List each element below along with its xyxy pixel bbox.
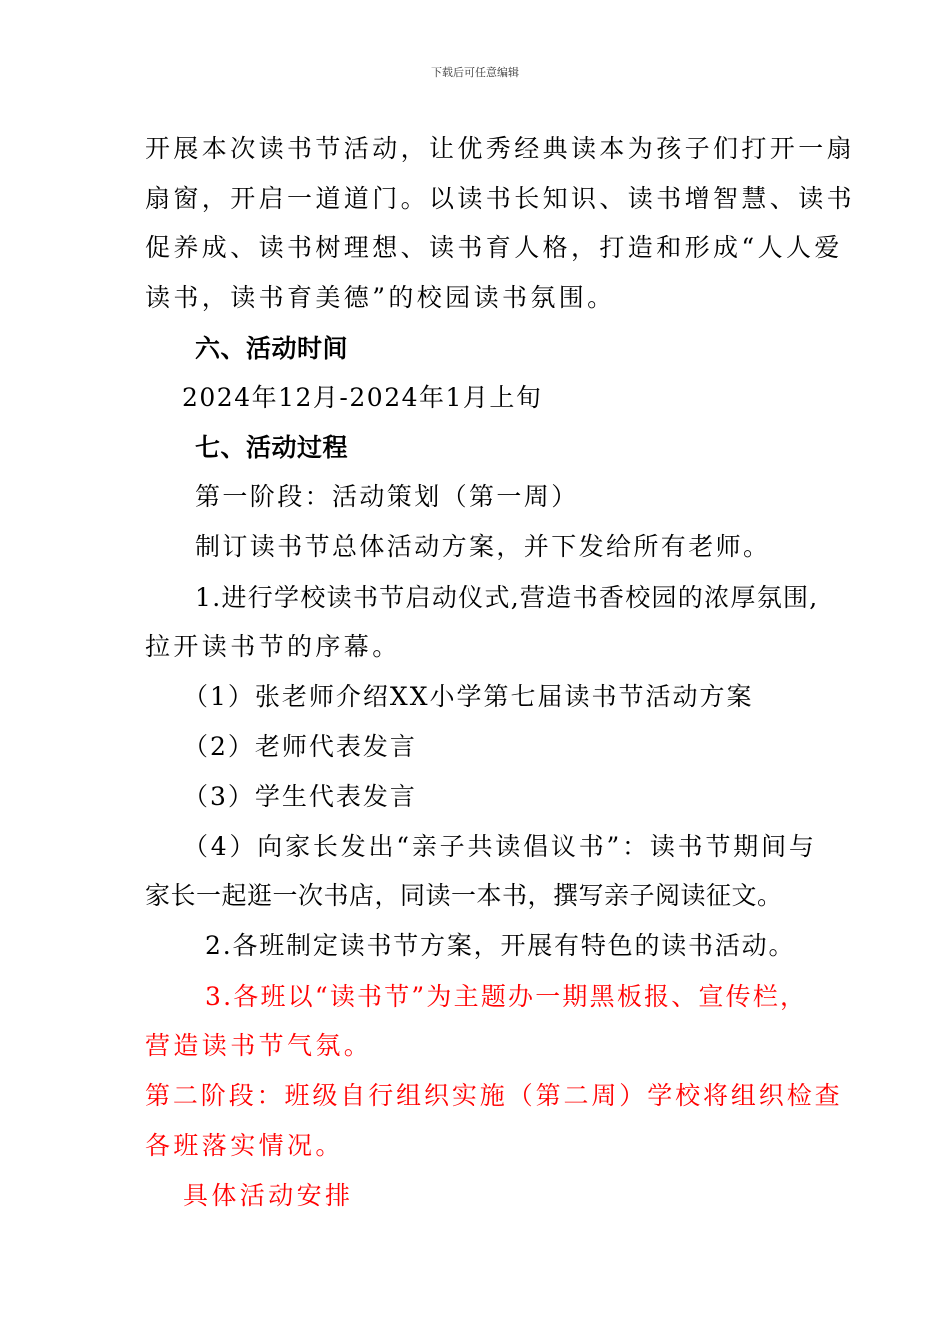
sub-item-1: （1）张老师介绍XX小学第七届读书节活动方案 [183, 682, 754, 711]
item-3-line-1: 3.各班以“读书节”为主题办一期黑板报、宣传栏， [205, 982, 808, 1011]
sub-item-3: （3）学生代表发言 [183, 782, 417, 811]
item-3-line-2: 营造读书节气氛。 [145, 1031, 373, 1060]
intro-line-1: 开展本次读书节活动，让优秀经典读本为孩子们打开一扇 [145, 134, 856, 163]
item-1-line-1: 1.进行学校读书节启动仪式,营造书香校园的浓厚氛围, [195, 583, 819, 612]
section-6-title: 六、活动时间 [195, 334, 349, 363]
section-7-title: 七、活动过程 [195, 433, 349, 462]
intro-line-3: 促养成、读书树理想、读书育人格，打造和形成“人人爱 [145, 233, 843, 262]
sub-item-4-line-2: 家长一起逛一次书店，同读一本书，撰写亲子阅读征文。 [145, 881, 783, 910]
sub-item-2: （2）老师代表发言 [183, 732, 417, 761]
stage-1-description: 制订读书节总体活动方案，并下发给所有老师。 [195, 532, 771, 561]
stage-2-line-2: 各班落实情况。 [145, 1131, 344, 1160]
activity-time: 2024年12月-2024年1月上旬 [182, 383, 543, 412]
intro-line-4: 读书，读书育美德”的校园读书氛围。 [145, 283, 616, 312]
sub-item-4-line-1: （4）向家长发出“亲子共读倡议书”：读书节期间与 [183, 832, 817, 861]
stage-1-title: 第一阶段：活动策划（第一周） [195, 482, 579, 511]
item-1-line-2: 拉开读书节的序幕。 [145, 632, 401, 661]
stage-2-line-1: 第二阶段：班级自行组织实施（第二周）学校将组织检查 [145, 1081, 843, 1110]
item-2: 2.各班制定读书节方案，开展有特色的读书活动。 [205, 931, 796, 960]
activity-arrangement: 具体活动安排 [183, 1181, 354, 1210]
page-header: 下载后可任意编辑 [431, 66, 519, 79]
intro-line-2: 扇窗，开启一道道门。以读书长知识、读书增智慧、读书 [145, 184, 856, 213]
